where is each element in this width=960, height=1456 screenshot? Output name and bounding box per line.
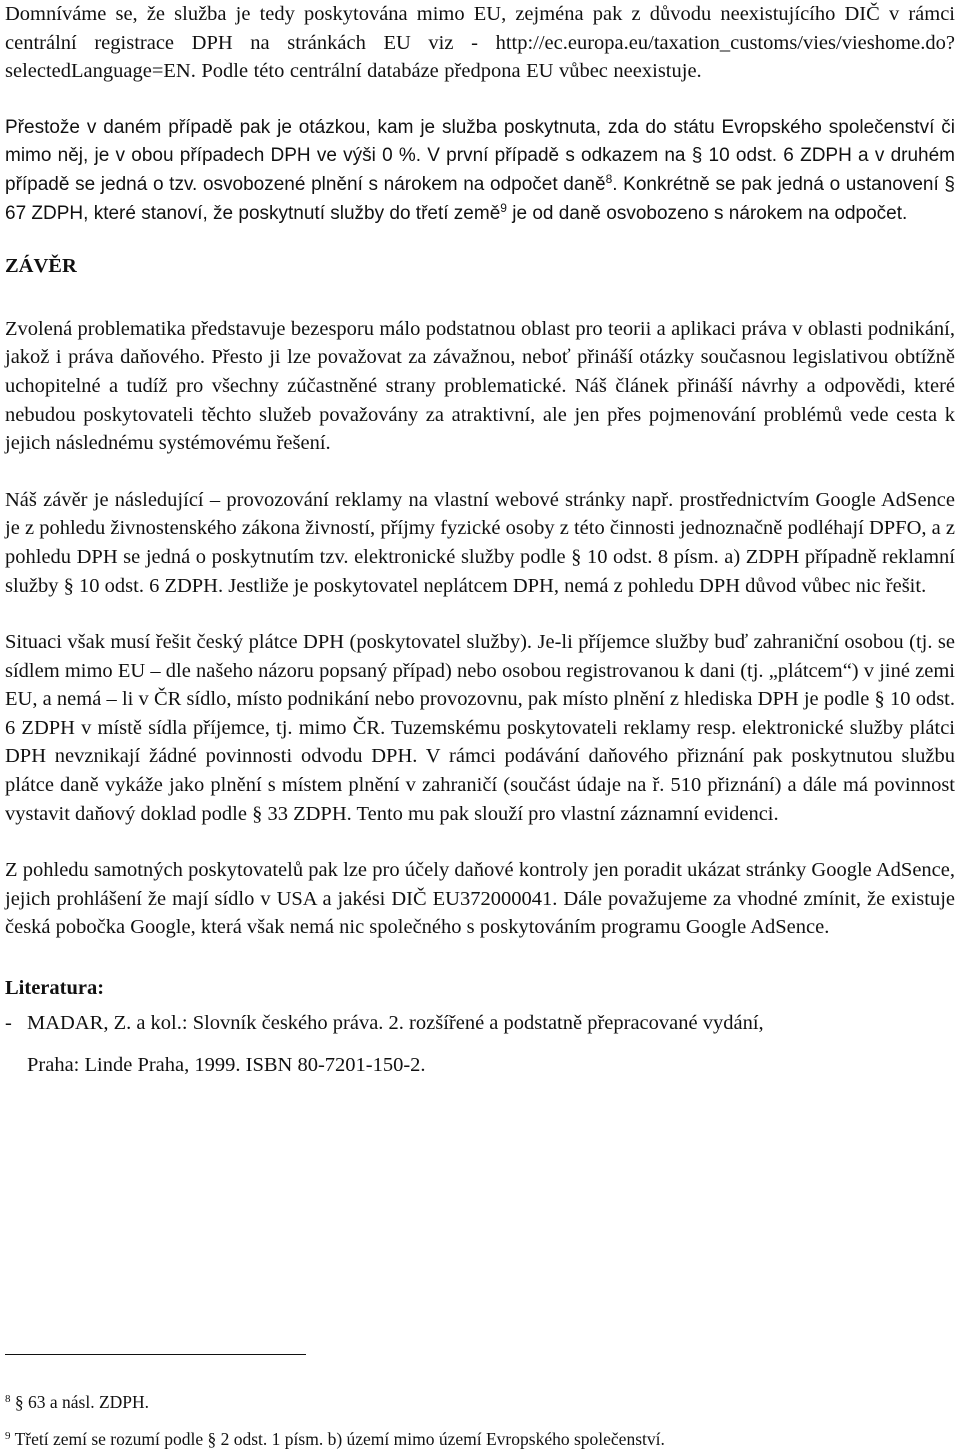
footnote-8-text: § 63 a násl. ZDPH. bbox=[14, 1392, 150, 1412]
literature-bullet: - bbox=[5, 1011, 12, 1034]
paragraph-providers: Z pohledu samotných poskytovatelů pak lze pro účely daňové kontroly jen poradit ukázat stránky Google AdSence, jejich prohlášení že mají sídlo v USA a jakési DIČ EU372000041. Dále považujeme za vhodné zmínit, že existuje česká pobočka Google, která však nemá nic společného s poskytováním programu Google AdSence. bbox=[5, 859, 955, 939]
literature-line-2: Praha: Linde Praha, 1999. ISBN 80-7201-150-2. bbox=[27, 1054, 426, 1077]
literature-line-1: MADAR, Z. a kol.: Slovník českého práva. 2. rozšířené a podstatně přepracované vydání, bbox=[27, 1011, 764, 1034]
footnote-8 bbox=[5, 1391, 149, 1413]
paragraph-vat-rate bbox=[5, 114, 955, 228]
document-page bbox=[5, 0, 955, 1080]
footnote-ref-9: 9 bbox=[500, 200, 507, 215]
footnote-9-text: Třetí zemí se rozumí podle § 2 odst. 1 písm. b) území mimo území Evropského společenství. bbox=[14, 1429, 665, 1449]
literature-item bbox=[5, 1009, 955, 1080]
footnote-ref-8: 8 bbox=[605, 171, 613, 186]
literature-heading: Literatura: bbox=[5, 977, 105, 1000]
conclusion-heading: ZÁVĚR bbox=[5, 255, 77, 278]
paragraph-eu-vat: Domníváme se, že služba je tedy poskytována mimo EU, zejména pak z důvodu neexistujícího DIČ v rámci centrální registrace DPH na stránkách EU viz - http://ec.europa.eu/taxation_customs/vies/vieshome.do?selectedLanguage=EN. Podle této centrální databáze předpona EU vůbec neexistuje. bbox=[5, 3, 955, 83]
footnote-9-number: 9 bbox=[5, 1430, 11, 1442]
paragraph-vat-rate-part2: . Konkrétně se pak jedná o ustanovení § 67 ZDPH, které stanoví, že poskytnutí služby do třetí země bbox=[5, 173, 955, 224]
paragraph-conclusion-summary: Náš závěr je následující – provozování reklamy na vlastní webové stránky např. prostřednictvím Google AdSence je z pohledu živnostenského zákona živností, příjmy fyzické osoby z této činnosti jednoznačně podléhají DPFO, a z pohledu DPH se jedná o poskytnutím tzv. elektronické služby podle § 10 odst. 8 písm. a) ZDPH případně reklamní služby § 10 odst. 6 ZDPH. Jestliže je poskytovatel neplátcem DPH, nemá z pohledu DPH důvod vůbec nic řešit. bbox=[5, 488, 955, 597]
paragraph-vat-rate-part1: Přestože v daném případě pak je otázkou, kam je služba poskytnuta, zda do státu Evropského společenství či mimo něj, je v obou případech DPH ve výši 0 %. V první případě s odkazem na § 10 odst. 6 ZDPH a v druhém případě se jedná o tzv. osvobozené plnění s nárokem na odpočet daně bbox=[5, 116, 955, 195]
paragraph-czech-payer: Situaci však musí řešit český plátce DPH (poskytovatel služby). Je-li příjemce služby buď zahraniční osobou (tj. se sídlem mimo EU – dle našeho názoru popsaný případ) nebo osobou registrovanou k dani (tj. „plátcem“) v jiné zemi EU, a nemá – li v ČR sídlo, místo podnikání nebo provozovnu, pak místo plnění z hlediska DPH je podle § 10 odst. 6 ZDPH v místě sídla příjemce, tj. mimo ČR. Tuzemskému poskytovateli reklamy resp. elektronické služby plátci DPH nevznikají žádné povinnosti odvodu DPH. V rámci podávání daňového přiznání pak poskytnutou službu plátce daně vykáže jako plnění s místem plnění v zahraničí (součást údaje na ř. 510 přiznání) a dále má povinnost vystavit daňový doklad podle § 33 ZDPH. Tento mu pak slouží pro vlastní záznamní evidenci. bbox=[5, 631, 955, 825]
paragraph-vat-rate-part3: je od daně osvobozeno s nárokem na odpočet. bbox=[506, 202, 908, 224]
footnote-9 bbox=[5, 1428, 955, 1450]
footnote-separator bbox=[5, 1354, 306, 1355]
paragraph-conclusion-intro: Zvolená problematika představuje bezesporu málo podstatnou oblast pro teorii a aplikaci práva v oblasti podnikání, jakož i práva daňového. Přesto ji lze považovat za závažnou, neboť přináší otázky současnou legislativou obtížně uchopitelné a tudíž pro všechny zúčastněné strany problematické. Náš článek přináší návrhy a odpovědi, které nebudou poskytovateli těchto služeb považovány za atraktivní, ale jen přes pojmenování problémů vede cesta k jejich následnému systémovému řešení. bbox=[5, 317, 955, 455]
footnote-8-number: 8 bbox=[5, 1393, 11, 1405]
